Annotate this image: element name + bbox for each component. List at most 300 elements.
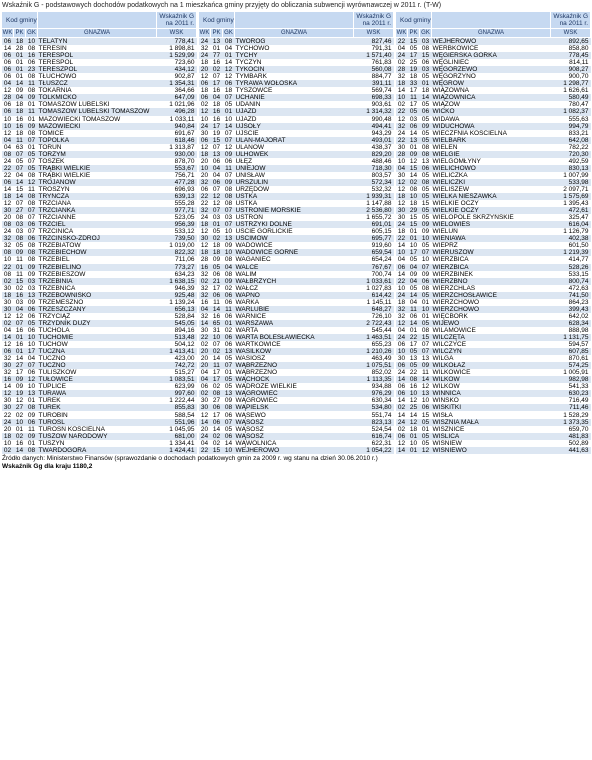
cell-gk: 05 <box>421 73 430 81</box>
cell-wsk: 560,08 <box>354 66 394 73</box>
cell-wk: 06 <box>396 362 408 369</box>
table-row <box>2 249 197 256</box>
cell-gk: 09 <box>223 151 235 158</box>
cell-pk: 16 <box>15 326 24 334</box>
cell-gk: 12 <box>223 66 235 73</box>
cell-gk: 06 <box>27 312 36 320</box>
cell-gnazwa: TELATYN <box>38 38 157 46</box>
cell-pk: 15 <box>408 38 420 46</box>
cell-gnazwa: WIŚNIEW <box>432 439 462 447</box>
cell-gnazwa: WIJEWO <box>432 320 551 327</box>
cell-wk: 02 <box>397 425 406 433</box>
cell-gk: 10 <box>27 341 36 349</box>
cell-gnazwa: WILCZĘTA <box>432 334 551 341</box>
cell-pk: 19 <box>14 390 26 397</box>
cell-gnazwa: TWARDOGÓRA <box>38 447 157 454</box>
cell-wk: 22 <box>200 200 209 208</box>
cell-gnazwa: USTRZYKI DOLNE <box>235 221 354 228</box>
table-row <box>199 151 394 158</box>
cell-wk: 14 <box>199 320 211 327</box>
cell-wsk: 822,32 <box>157 249 197 256</box>
cell-wsk: 601,50 <box>568 242 589 250</box>
table-row <box>199 404 394 411</box>
cell-pk: 01 <box>15 425 24 433</box>
cell-wk: 22 <box>396 108 408 115</box>
table-row <box>199 80 394 87</box>
cell-pk: 01 <box>211 221 223 228</box>
table-row <box>2 123 197 130</box>
cell-wk: 02 <box>200 101 209 109</box>
cell-gnazwa: WIDAWA <box>432 115 460 123</box>
cell-gnazwa: UNISŁAW <box>235 171 265 179</box>
cell-pk: 18 <box>14 108 26 115</box>
cell-wsk: 572,34 <box>354 179 394 186</box>
cell-pk: 04 <box>14 94 26 101</box>
cell-wk: 18 <box>200 87 209 95</box>
cell-wk: 18 <box>2 193 14 200</box>
cell-wsk: 488,46 <box>371 157 392 165</box>
cell-pk: 27 <box>212 397 221 405</box>
cell-wk: 30 <box>397 171 406 179</box>
cell-pk: 18 <box>409 73 418 81</box>
table-row <box>396 264 591 271</box>
cell-wsk: 919,60 <box>371 242 392 250</box>
header-wskaznik-g: Wskaźnik G na 2011 r. <box>551 12 591 29</box>
cell-wk: 32 <box>199 179 211 186</box>
cell-gk: 09 <box>27 411 36 419</box>
cell-gk: 13 <box>26 292 38 299</box>
cell-gnazwa: TRYŃCZA <box>38 193 157 200</box>
cell-gnazwa: TRZEBIEL <box>38 256 70 264</box>
cell-wk: 28 <box>396 151 408 158</box>
cell-gnazwa: UŁĘŻ <box>235 157 253 165</box>
cell-pk: 04 <box>408 264 420 271</box>
cell-pk: 17 <box>15 369 24 377</box>
cell-wsk: 742,72 <box>157 362 197 369</box>
cell-pk: 01 <box>212 45 221 53</box>
cell-gnazwa: WIELOPOLE SKRZYŃSKIE <box>432 214 514 222</box>
cell-wsk: 555,28 <box>174 200 195 208</box>
cell-wk: 10 <box>2 123 14 130</box>
cell-wsk: 833,21 <box>568 129 589 137</box>
cell-wsk: 830,13 <box>551 165 591 172</box>
cell-wsk: 502,89 <box>568 439 589 447</box>
cell-wsk: 494,41 <box>354 123 394 130</box>
cell-gk: 11 <box>28 425 35 433</box>
cell-wsk: 523,05 <box>174 214 195 222</box>
cell-gk: 08 <box>421 45 430 53</box>
cell-wk: 14 <box>397 411 406 419</box>
cell-gk: 08 <box>26 447 38 454</box>
cell-wsk: 720,30 <box>551 151 591 158</box>
cell-wsk: 773,27 <box>157 264 197 271</box>
cell-pk: 07 <box>212 186 221 193</box>
cell-wk: 06 <box>2 66 14 73</box>
cell-wk: 10 <box>396 348 408 355</box>
table-row <box>199 383 394 390</box>
cell-gnazwa: TERESPOL <box>38 59 74 67</box>
cell-gnazwa: WIELBARK <box>432 137 551 144</box>
cell-wk: 30 <box>3 397 12 405</box>
cell-wsk: 829,20 <box>354 151 394 158</box>
cell-wsk: 659,54 <box>354 249 394 256</box>
cell-wk: 06 <box>2 38 14 46</box>
cell-wsk: 614,42 <box>354 292 394 299</box>
cell-gnazwa: WIĘCBORK <box>432 312 468 320</box>
cell-wsk: 858,80 <box>568 45 589 53</box>
table-row <box>2 327 197 334</box>
table-row <box>396 101 591 108</box>
table-row <box>199 165 394 172</box>
cell-pk: 15 <box>15 186 24 193</box>
cell-pk: 05 <box>408 362 420 369</box>
cell-wk: 18 <box>199 151 211 158</box>
table-row <box>2 411 197 418</box>
cell-wk: 12 <box>3 87 12 95</box>
table-row <box>2 207 197 214</box>
cell-wk: 14 <box>396 447 408 454</box>
cell-gnazwa: WĘGIERSKA GÓRKA <box>432 52 551 59</box>
cell-wsk: 622,31 <box>371 439 392 447</box>
table-row <box>396 256 591 263</box>
table-row <box>396 108 591 115</box>
cell-gk: 08 <box>420 151 432 158</box>
cell-gk: 09 <box>26 433 38 440</box>
cell-gk: 06 <box>27 326 36 334</box>
cell-gnazwa: WAPNO <box>235 292 354 299</box>
cell-wk: 06 <box>396 390 408 397</box>
table-row <box>199 228 394 235</box>
cell-gk: 10 <box>26 38 38 46</box>
cell-gnazwa: UCHANIE <box>235 94 354 101</box>
cell-wk: 12 <box>200 228 209 236</box>
cell-wk: 22 <box>2 165 14 172</box>
cell-wsk: 723,60 <box>174 59 195 67</box>
table-row <box>199 306 394 313</box>
cell-wk: 30 <box>2 207 14 214</box>
cell-gnazwa: WĄSOSZ <box>235 433 354 440</box>
cell-gk: 14 <box>223 123 235 130</box>
cell-gk: 08 <box>27 200 36 208</box>
cell-pk: 16 <box>211 108 223 115</box>
cell-gk: 10 <box>27 383 36 391</box>
cell-wk: 04 <box>3 326 12 334</box>
cell-gk: 09 <box>27 298 36 306</box>
cell-wsk: 648,27 <box>354 306 394 313</box>
cell-pk: 11 <box>408 306 420 313</box>
cell-gnazwa: WIELICZKI <box>432 179 551 186</box>
cell-gk: 08 <box>26 249 38 256</box>
cell-pk: 17 <box>409 341 418 349</box>
cell-wk: 12 <box>200 242 209 250</box>
cell-pk: 10 <box>409 242 418 250</box>
header-gnazwa: GNAZWA <box>235 29 354 38</box>
cell-gnazwa: ULAN-MAJORAT <box>235 137 354 144</box>
table-row <box>199 108 394 115</box>
table-row <box>396 80 591 87</box>
cell-wsk: 892,65 <box>551 38 591 46</box>
cell-wk: 08 <box>3 270 12 278</box>
cell-gk: 05 <box>224 101 233 109</box>
cell-gnazwa: TUROŚL <box>38 419 157 426</box>
cell-gnazwa: MAZOWIECKI <box>38 123 157 130</box>
cell-wk: 32 <box>199 292 211 299</box>
cell-pk: 11 <box>16 270 23 278</box>
cell-wk: 10 <box>397 284 406 292</box>
cell-wsk: 533,98 <box>551 179 591 186</box>
cell-pk: 12 <box>15 312 24 320</box>
table-row <box>396 179 591 186</box>
cell-gnazwa: WĘGORZEWO <box>432 66 551 73</box>
cell-wsk: 391,11 <box>354 80 394 87</box>
cell-gnazwa: TUREK <box>38 404 157 411</box>
cell-pk: 07 <box>211 207 223 214</box>
cell-wsk: 1 033,11 <box>169 115 195 123</box>
cell-gnazwa: TUROŚŃ KOŚCIELNA <box>38 425 105 433</box>
cell-wk: 32 <box>200 284 209 292</box>
table-row <box>2 66 197 73</box>
cell-gnazwa: WIERZBINEK <box>432 270 473 278</box>
cell-gnazwa: WIECZFNIA KOŚCIELNA <box>432 129 507 137</box>
cell-gnazwa: TRZEMESZNO <box>38 298 84 306</box>
cell-gk: 07 <box>223 94 235 101</box>
table-row <box>199 116 394 123</box>
cell-pk: 19 <box>212 129 221 137</box>
cell-gk: 06 <box>421 59 430 67</box>
cell-gnazwa: UŚCIMÓW <box>235 235 354 242</box>
cell-wk: 12 <box>3 200 12 208</box>
cell-gnazwa: TRZEBIESZÓW <box>38 270 86 278</box>
cell-gnazwa: WAGANIEC <box>235 256 271 264</box>
cell-pk: 17 <box>211 80 223 87</box>
table-row <box>2 144 197 151</box>
cell-gnazwa: WIEPRZ <box>432 242 458 250</box>
cell-wsk: 1 082,37 <box>551 108 591 115</box>
cell-wk: 28 <box>2 94 14 101</box>
cell-wsk: 532,32 <box>371 186 392 193</box>
table-row <box>199 193 394 200</box>
cell-gnazwa: WARNICE <box>235 312 266 320</box>
cell-gk: 09 <box>421 270 430 278</box>
cell-gk: 07 <box>223 207 235 214</box>
table-row <box>396 116 591 123</box>
cell-gnazwa: TURAWA <box>38 390 157 397</box>
cell-gk: 06 <box>26 221 38 228</box>
table-row <box>2 285 197 292</box>
table-row <box>396 383 591 390</box>
cell-pk: 17 <box>211 123 223 130</box>
table-row <box>396 186 591 193</box>
cell-wsk: 402,38 <box>551 235 591 242</box>
cell-pk: 14 <box>14 179 26 186</box>
cell-gk: 15 <box>420 334 432 341</box>
cell-gnazwa: TRZYDNIK DUŻY <box>38 320 157 327</box>
cell-wsk: 605,15 <box>371 228 392 236</box>
cell-gnazwa: TERESZPOL <box>38 66 157 73</box>
cell-wsk: 545,05 <box>157 320 197 327</box>
cell-wsk: 496,28 <box>157 108 197 115</box>
table-row <box>199 362 394 369</box>
cell-pk: 14 <box>408 292 420 299</box>
table-row <box>199 130 394 137</box>
cell-wsk: 716,49 <box>568 397 589 405</box>
cell-wsk: 940,84 <box>157 123 197 130</box>
cell-wk: 18 <box>200 59 209 67</box>
cell-pk: 14 <box>212 355 221 363</box>
cell-gk: 09 <box>420 221 432 228</box>
cell-wsk: 711,46 <box>551 404 591 411</box>
cell-wk: 18 <box>396 80 408 87</box>
cell-gnazwa: TUCHÓW <box>38 341 68 349</box>
table-row <box>396 327 591 334</box>
cell-gnazwa: WIELEŃ <box>432 143 458 151</box>
cell-pk: 16 <box>212 87 221 95</box>
cell-pk: 18 <box>14 38 26 46</box>
cell-pk: 12 <box>408 419 420 426</box>
cell-gk: 05 <box>421 129 430 137</box>
cell-wk: 12 <box>3 341 12 349</box>
cell-wsk: 1 045,95 <box>169 425 195 433</box>
cell-wsk: 1 528,29 <box>563 411 589 419</box>
cell-wsk: 2 536,80 <box>354 207 394 214</box>
cell-pk: 16 <box>409 383 418 391</box>
cell-gnazwa: WIERZCHOSŁAWICE <box>432 292 551 299</box>
cell-pk: 08 <box>409 186 418 193</box>
cell-gk: 06 <box>223 433 235 440</box>
cell-pk: 16 <box>15 439 24 447</box>
table-row <box>396 193 591 200</box>
table-row <box>396 52 591 59</box>
cell-wsk: 791,31 <box>371 45 392 53</box>
cell-wsk: 528,84 <box>174 312 195 320</box>
cell-wk: 08 <box>2 249 14 256</box>
cell-gk: 01 <box>223 52 235 59</box>
table-column-1 <box>1 11 197 454</box>
table-row <box>396 66 591 73</box>
cell-gk: 01 <box>420 80 432 87</box>
cell-wk: 24 <box>2 419 14 426</box>
cell-gk: 08 <box>421 284 430 292</box>
cell-gk: 06 <box>420 165 432 172</box>
cell-pk: 18 <box>409 425 418 433</box>
cell-gk: 01 <box>223 108 235 115</box>
cell-gnazwa: UJŚCIE <box>235 129 259 137</box>
table-row <box>199 59 394 66</box>
cell-gnazwa: TOKARNIA <box>38 87 72 95</box>
cell-gk: 08 <box>421 326 430 334</box>
cell-wsk: 695,77 <box>354 235 394 242</box>
cell-gnazwa: WIERUSZÓW <box>432 249 551 256</box>
table-row <box>2 221 197 228</box>
cell-pk: 15 <box>211 137 223 144</box>
cell-wk: 24 <box>199 433 211 440</box>
cell-gnazwa: WARSZAWA <box>235 320 354 327</box>
cell-gnazwa: WĘGRÓW <box>432 80 551 87</box>
cell-pk: 01 <box>14 66 26 73</box>
table-row <box>396 214 591 221</box>
cell-wsk: 1 145,11 <box>366 298 392 306</box>
cell-pk: 14 <box>409 129 418 137</box>
cell-wk: 24 <box>397 129 406 137</box>
cell-wk: 20 <box>200 425 209 433</box>
cell-gk: 09 <box>26 94 38 101</box>
cell-gnazwa: WIELISZEW <box>432 186 469 193</box>
cell-pk: 77 <box>211 52 223 59</box>
cell-wk: 02 <box>2 447 14 454</box>
cell-pk: 02 <box>14 433 26 440</box>
cell-wsk: 894,16 <box>174 326 195 334</box>
cell-pk: 18 <box>212 101 221 109</box>
cell-gk: 13 <box>223 390 235 397</box>
cell-gk: 23 <box>26 66 38 73</box>
table-row <box>396 130 591 137</box>
cell-wk: 12 <box>396 179 408 186</box>
cell-gk: 05 <box>421 439 430 447</box>
cell-wsk: 1 126,79 <box>563 228 589 236</box>
cell-wsk: 696,93 <box>174 186 195 193</box>
cell-gnazwa: WIERZCHOWO <box>432 306 551 313</box>
cell-pk: 11 <box>14 137 26 144</box>
cell-wk: 06 <box>199 94 211 101</box>
cell-gnazwa: TRZEBIELINO <box>38 264 157 271</box>
cell-pk: 27 <box>14 404 26 411</box>
cell-wk: 32 <box>3 355 12 363</box>
table-row <box>396 158 591 165</box>
cell-gk: 07 <box>224 171 233 179</box>
cell-wk: 18 <box>199 249 211 256</box>
cell-gnazwa: UJAZD <box>235 108 354 115</box>
table-column-3 <box>395 11 591 454</box>
table-row <box>199 101 394 108</box>
cell-pk: 06 <box>211 292 223 299</box>
cell-pk: 11 <box>213 298 220 306</box>
cell-gk: 10 <box>420 235 432 242</box>
table-row <box>2 186 197 193</box>
cell-gnazwa: WIĄZÓW <box>432 101 460 109</box>
cell-wsk: 1 054,22 <box>354 447 394 454</box>
cell-gnazwa: WIELKIE OCZY <box>432 207 551 214</box>
cell-wsk: 1 334,41 <box>169 439 195 447</box>
cell-wk: 24 <box>396 292 408 299</box>
cell-wk: 04 <box>200 439 209 447</box>
table-row <box>2 52 197 59</box>
table-row <box>199 278 394 285</box>
cell-wsk: 902,87 <box>174 73 195 81</box>
cell-wsk: 1 575,69 <box>551 193 591 200</box>
header-gk: GK <box>27 29 36 36</box>
cell-wk: 24 <box>396 221 408 228</box>
table-row <box>199 249 394 256</box>
cell-pk: 09 <box>15 87 24 95</box>
table-row <box>2 313 197 320</box>
cell-wsk: 515,27 <box>174 369 195 377</box>
cell-wsk: 827,46 <box>354 38 394 46</box>
cell-pk: 14 <box>14 80 26 87</box>
cell-wk: 30 <box>200 129 209 137</box>
cell-wk: 06 <box>199 80 211 87</box>
table-row <box>2 440 197 447</box>
cell-wsk: 1 021,96 <box>169 101 195 109</box>
cell-gnazwa: USTKA <box>235 193 354 200</box>
cell-pk: 27 <box>14 362 26 369</box>
cell-gk: 08 <box>26 404 38 411</box>
cell-wsk: 623,99 <box>174 383 195 391</box>
cell-gk: 01 <box>27 115 36 123</box>
cell-pk: 25 <box>408 404 420 411</box>
cell-gk: 06 <box>224 157 233 165</box>
cell-wsk: 900,70 <box>568 73 589 81</box>
cell-wk: 24 <box>3 157 12 165</box>
